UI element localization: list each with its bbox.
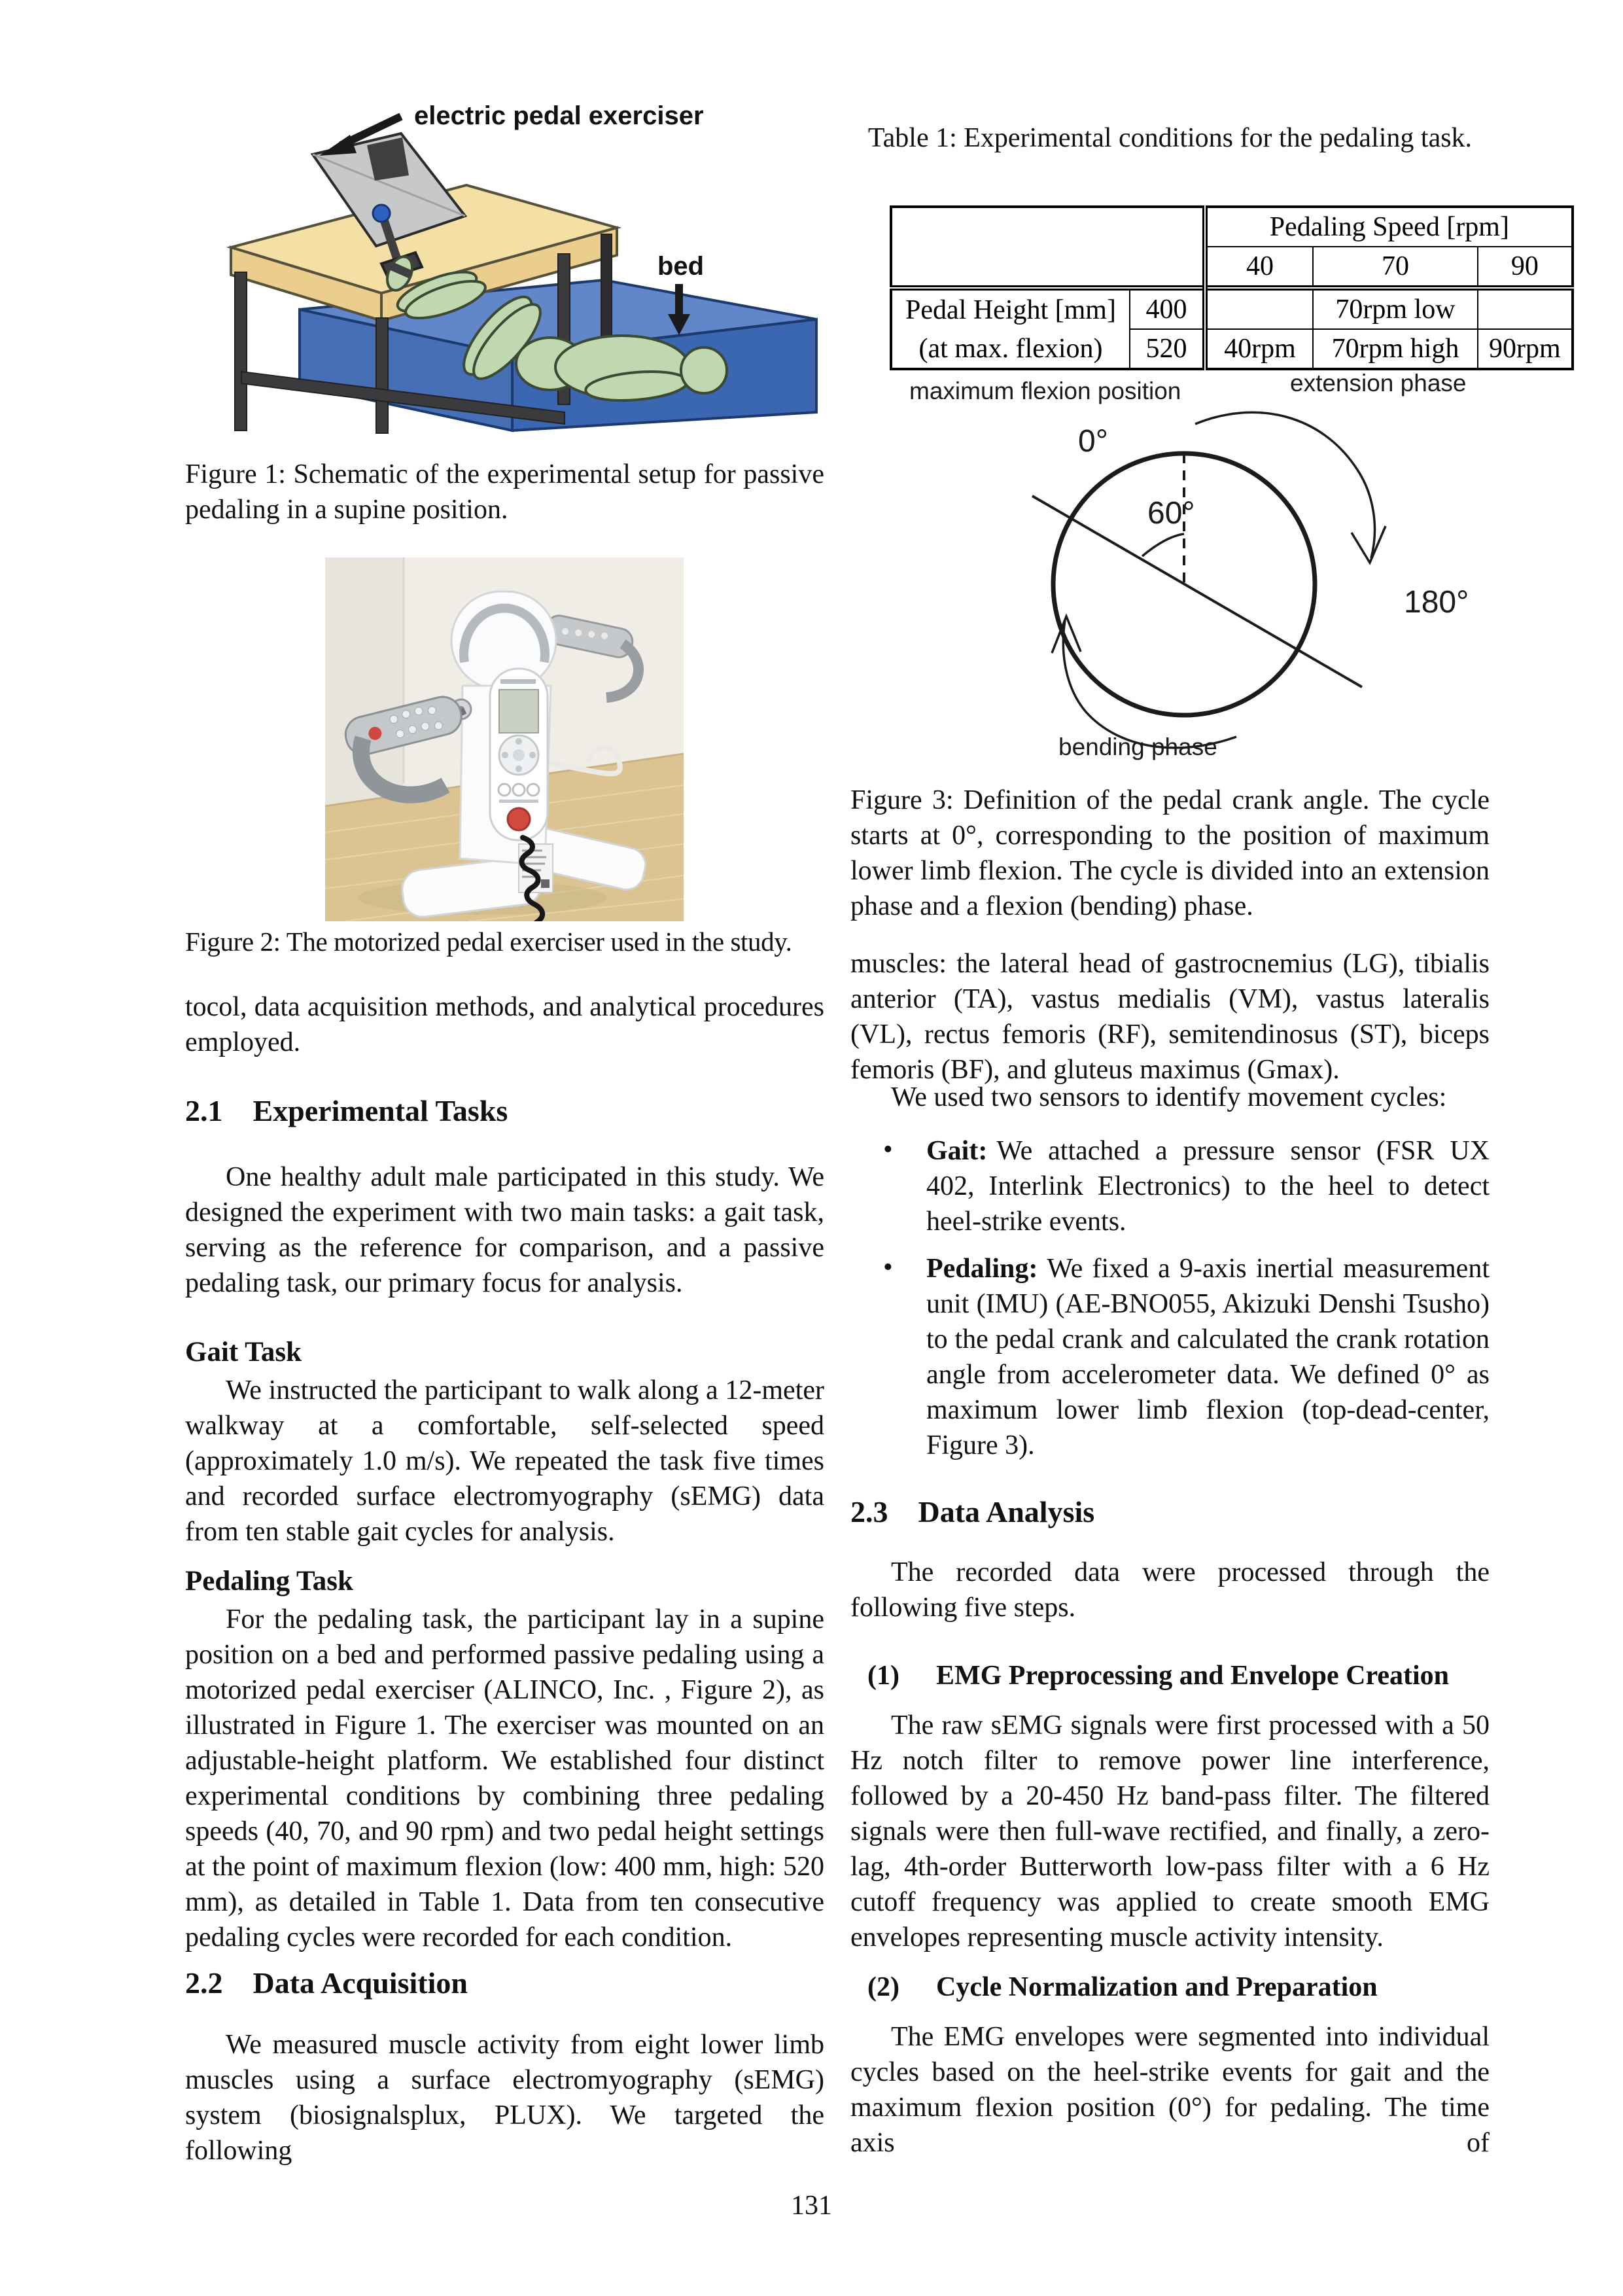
qr-label: [541, 879, 550, 888]
label-180deg: 180°: [1404, 585, 1469, 620]
section-2-2: 2.2 Data Acquisition: [185, 1966, 468, 2000]
label-60deg: 60°: [1147, 496, 1195, 531]
paragraph-emg-preprocessing: The raw sEMG signals were first processed with a 50 Hz notch filter to remove power line interference, followed by a 20-450 Hz band-pass filter. The filtered signals were then full-wave rectified, and finally, a zero-lag, 4th-order Butterworth low-pass filter with a 6 Hz cutoff frequency was applied to create smooth EMG envelopes representing muscle activity intensity.: [850, 1710, 1490, 1952]
paragraph-protocol: tocol, data acquisition methods, and analytical procedures employed.: [185, 992, 824, 1057]
label-bending-phase: bending phase: [1058, 733, 1217, 760]
paragraph-gait: We instructed the participant to walk along a 12-meter walkway at a comfortable, self-selected speed (approximately 1.0 m/s). We repeated the task five times and recorded surface electromyography (sEMG) data from ten stable gait cycles for analysis.: [185, 1375, 824, 1547]
paragraph-five-steps: The recorded data were processed through the following five steps.: [850, 1557, 1490, 1623]
bullet-pedaling: • Pedaling: We fixed a 9-axis inertial measurement unit (IMU) (AE-BNO055, Akizuki Denshi Tsusho) to the pedal crank and calculated the crank rotation angle from accelerometer data. We defined 0° as maximum lower limb flexion (top-dead-center, Figure 3).: [850, 1251, 1490, 1463]
control-panel: [490, 669, 548, 840]
table1-cell: 40rpm: [1205, 329, 1313, 369]
table1-speed-90: 90: [1478, 247, 1573, 288]
table1-speed-group-header: Pedaling Speed [rpm]: [1205, 207, 1573, 247]
paragraph-muscles: muscles: the lateral head of gastrocnemius (LG), tibialis anterior (TA), vastus medialis (VM), vastus lateralis (VL), rectus femoris (RF), semitendinosus (ST), biceps femoris (BF), and gluteus maximus (Gmax).: [850, 949, 1490, 1085]
heading-pedaling-task: Pedaling Task: [185, 1566, 353, 1597]
table1-corner-cell: [891, 207, 1205, 288]
bullet-gait: • Gait: We attached a pressure sensor (FSR UX 402, Interlink Electronics) to the heel to detect heel-strike events.: [850, 1133, 1490, 1239]
section-2-3: 2.3 Data Analysis: [850, 1495, 1095, 1528]
heading-step2: (2) Cycle Normalization and Preparation: [867, 1972, 1378, 2002]
extension-arrow-icon: [1195, 412, 1374, 558]
table1-caption: Table 1: Experimental conditions for the pedaling task.: [867, 123, 1473, 153]
page-number: 131: [791, 2191, 832, 2221]
table1-cell: 70rpm high: [1313, 329, 1478, 369]
device-label: electric pedal exerciser: [414, 101, 704, 130]
figure1-schematic: [185, 77, 824, 436]
table1-cell: 90rpm: [1478, 329, 1573, 369]
table1-row-header-1: Pedal Height [mm]: [891, 288, 1130, 329]
figure3-caption: Figure 3: Definition of the pedal crank angle. The cycle starts at 0°, corresponding to the position of maximum lower limb flexion. The cycle is divided into an extension phase and a flexion (bending) phase.: [850, 785, 1490, 921]
table1-height-520: 520: [1130, 329, 1205, 369]
table1-cell: [1205, 288, 1313, 329]
bed-label: bed: [657, 252, 705, 281]
table1-speed-40: 40: [1205, 247, 1313, 288]
paragraph-two-sensors: We used two sensors to identify movement cycles:: [891, 1082, 1447, 1112]
bullet-icon: •: [883, 1135, 893, 1165]
table1-speed-70: 70: [1313, 247, 1478, 288]
stop-button: [508, 808, 530, 830]
bullet-icon: •: [883, 1252, 893, 1282]
angle-arc: [1142, 534, 1184, 556]
table1-cell: [1478, 288, 1573, 329]
section-2-1: 2.1 Experimental Tasks: [185, 1094, 508, 1127]
figure1-caption: Figure 1: Schematic of the experimental setup for passive pedaling in a supine position.: [185, 459, 824, 525]
label-extension-phase: extension phase: [1290, 370, 1467, 397]
crank-hub: [373, 205, 390, 222]
heading-step1: (1) EMG Preprocessing and Envelope Creation: [867, 1661, 1449, 1691]
paragraph-cycle-normalization: The EMG envelopes were segmented into individual cycles based on the heel-strike events for gait and the maximum flexion position (0°) for pedaling. The time axis of: [850, 2022, 1490, 2158]
figure2-photo: [325, 557, 684, 921]
table-1: [890, 205, 1574, 370]
paragraph-data-acquisition: We measured muscle activity from eight lower limb muscles using a surface electromyography (sEMG) system (biosignalsplux, PLUX). We targeted the following: [185, 2030, 824, 2166]
label-0deg: 0°: [1078, 424, 1108, 459]
paragraph-pedaling: For the pedaling task, the participant lay in a supine position on a bed and performed passive pedaling using a motorized pedal exerciser (ALINCO, Inc. , Figure 2), as illustrated in Figure 1. The exerciser was mounted on an adjustable-height platform. We established four distinct experimental conditions by combining three pedaling speeds (40, 70, and 90 rpm) and two pedal height settings at the point of maximum flexion (low: 400 mm, high: 520 mm), as detailed in Table 1. Data from ten consecutive pedaling cycles were recorded for each condition.: [185, 1604, 824, 1952]
paragraph-participant: One healthy adult male participated in this study. We designed the experiment with two main tasks: a gait task, serving as the reference for comparison, and a passive pedaling task, our primary focus for analysis.: [185, 1162, 824, 1298]
label-max-flexion: maximum flexion position: [909, 378, 1181, 404]
bending-arrow-icon: [1063, 620, 1236, 748]
lcd-screen: [499, 690, 538, 733]
heading-gait-task: Gait Task: [185, 1337, 302, 1368]
table1-row-header-2: (at max. flexion): [891, 329, 1130, 369]
table1-height-400: 400: [1130, 288, 1205, 329]
table1-cell: 70rpm low: [1313, 288, 1478, 329]
figure3-diagram: [870, 359, 1485, 763]
figure2-caption: Figure 2: The motorized pedal exerciser used in the study.: [185, 927, 792, 957]
